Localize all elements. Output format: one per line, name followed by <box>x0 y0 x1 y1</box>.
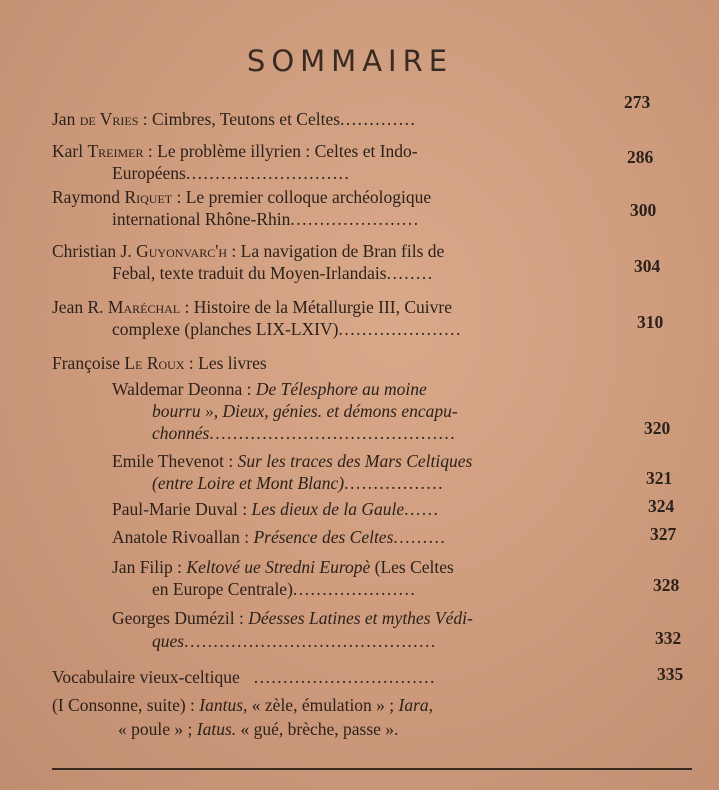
author-surname: Guyonvarc'h <box>136 241 228 261</box>
author-surname: Maréchal <box>107 297 181 317</box>
entry-title-cont: Européens <box>112 163 186 183</box>
page-number: 328 <box>653 575 680 595</box>
book-title: Keltové ue Stredni Europè <box>186 557 371 577</box>
desc-word: Iara, <box>398 695 434 715</box>
book-title: Déesses Latines et mythes Védi- <box>248 608 473 628</box>
leader-dots: ...................... <box>290 209 420 229</box>
leader-dots: ...... <box>404 499 440 519</box>
author-first: Karl <box>52 141 88 161</box>
page-title: SOMMAIRE <box>246 44 454 78</box>
page-number: 300 <box>630 200 657 220</box>
entry-line <box>112 378 427 400</box>
entry-title: Le premier colloque archéologique <box>185 187 432 207</box>
author-first: Jan <box>52 109 80 129</box>
entry-line <box>52 694 433 716</box>
entry-line <box>52 186 431 208</box>
separator: : <box>143 141 158 161</box>
separator: : <box>227 241 241 261</box>
book-title-cont: chonnés <box>152 423 210 443</box>
sub-author: Jan Filip : <box>112 557 187 577</box>
leader-dots: ........ <box>386 263 434 283</box>
book-title-cont: (entre Loire et Mont Blanc) <box>152 473 345 493</box>
page-number: 304 <box>634 256 661 276</box>
leader-dots: ................. <box>344 473 444 493</box>
entry-line <box>112 556 454 578</box>
author-first: Françoise <box>52 353 125 373</box>
book-title: Les dieux de la Gaule <box>251 499 405 519</box>
book-title-cont: ques <box>152 631 185 651</box>
separator: : <box>180 297 194 317</box>
page-number: 335 <box>657 664 684 684</box>
desc-text: « gué, brèche, passe ». <box>236 719 399 739</box>
book-title-cont: bourru », Dieux, génies. et démons encapu- <box>152 401 458 421</box>
book-title-translation: (Les Celtes <box>370 557 454 577</box>
entry-line-2 <box>112 208 420 230</box>
page-number: 324 <box>648 496 675 516</box>
leader-dots: ........................................... <box>184 631 437 651</box>
author-first: Jean R. <box>52 297 108 317</box>
entry-line <box>112 607 473 629</box>
leader-dots: .......................................... <box>209 423 457 443</box>
book-title: Présence des Celtes <box>253 527 394 547</box>
sub-author: Paul-Marie Duval : <box>112 499 252 519</box>
entry-title: Cimbres, Teutons et Celtes <box>152 109 341 129</box>
entry-title-cont: complexe (planches LIX-LXIV) <box>112 319 339 339</box>
entry-title: Le problème illyrien : Celtes et Indo- <box>157 141 418 161</box>
sub-author: Anatole Rivoallan : <box>112 527 254 547</box>
separator: : <box>138 109 153 129</box>
author-surname: Treimer <box>87 141 144 161</box>
leader-dots: ............................ <box>185 163 351 183</box>
desc-text: « poule » ; <box>118 719 197 739</box>
desc-text: (I Consonne, suite) : <box>52 695 200 715</box>
entry-line-2 <box>112 318 462 340</box>
page-number: 332 <box>655 628 682 648</box>
desc-text: « zèle, émulation » ; <box>247 695 399 715</box>
page-number: 327 <box>650 524 677 544</box>
entry-line <box>52 666 436 688</box>
entry-line <box>52 240 444 262</box>
desc-word: Iatus. <box>196 719 237 739</box>
book-title: Sur les traces des Mars Celtiques <box>237 451 473 471</box>
sub-author: Waldemar Deonna : <box>112 379 256 399</box>
book-title: De Télesphore au moine <box>255 379 427 399</box>
entry-line <box>112 450 472 472</box>
entry-line-2 <box>152 630 437 652</box>
entry-line-2 <box>112 162 350 184</box>
page-number: 321 <box>646 468 673 488</box>
book-title-cont: en Europe Centrale) <box>152 579 293 599</box>
entry-line-2 <box>152 472 444 494</box>
author-first: Christian J. <box>52 241 137 261</box>
entry-title-cont: Febal, texte traduit du Moyen-Irlandais <box>112 263 387 283</box>
desc-word: Iantus, <box>199 695 248 715</box>
bottom-rule <box>52 768 692 770</box>
separator: : <box>172 187 186 207</box>
entry-title-cont: international Rhône-Rhin <box>112 209 291 229</box>
author-surname: Le Roux <box>124 353 185 373</box>
separator: : <box>184 353 199 373</box>
author-first: Raymond <box>52 187 125 207</box>
entry-title: Histoire de la Métallurgie III, Cuivre <box>193 297 452 317</box>
entry-line <box>52 352 267 374</box>
entry-title: Vocabulaire vieux-celtique <box>52 667 240 687</box>
page-number: 320 <box>644 418 671 438</box>
leader-dots: ......... <box>393 527 447 547</box>
entry-line-2 <box>118 718 398 740</box>
page-number: 273 <box>624 92 651 112</box>
entry-line-2 <box>152 400 458 422</box>
page-number: 310 <box>637 312 664 332</box>
page-number: 286 <box>627 147 654 167</box>
entry-line <box>112 526 446 548</box>
entry-line-3 <box>152 422 456 444</box>
entry-title: La navigation de Bran fils de <box>240 241 445 261</box>
leader-dots: ............. <box>340 109 417 129</box>
entry-line <box>112 498 439 520</box>
leader-dots: ............................... <box>253 667 436 687</box>
leader-dots: ..................... <box>292 579 417 599</box>
entry-line <box>52 296 452 318</box>
entry-line-2 <box>112 262 434 284</box>
entry-title: Les livres <box>198 353 267 373</box>
entry-line <box>52 108 416 130</box>
entry-line <box>52 140 418 162</box>
sub-author: Georges Dumézil : <box>112 608 249 628</box>
sub-author: Emile Thevenot : <box>112 451 238 471</box>
leader-dots: ..................... <box>338 319 462 339</box>
entry-line-2 <box>152 578 416 600</box>
author-surname: de Vries <box>79 109 139 129</box>
author-surname: Riquet <box>124 187 173 207</box>
